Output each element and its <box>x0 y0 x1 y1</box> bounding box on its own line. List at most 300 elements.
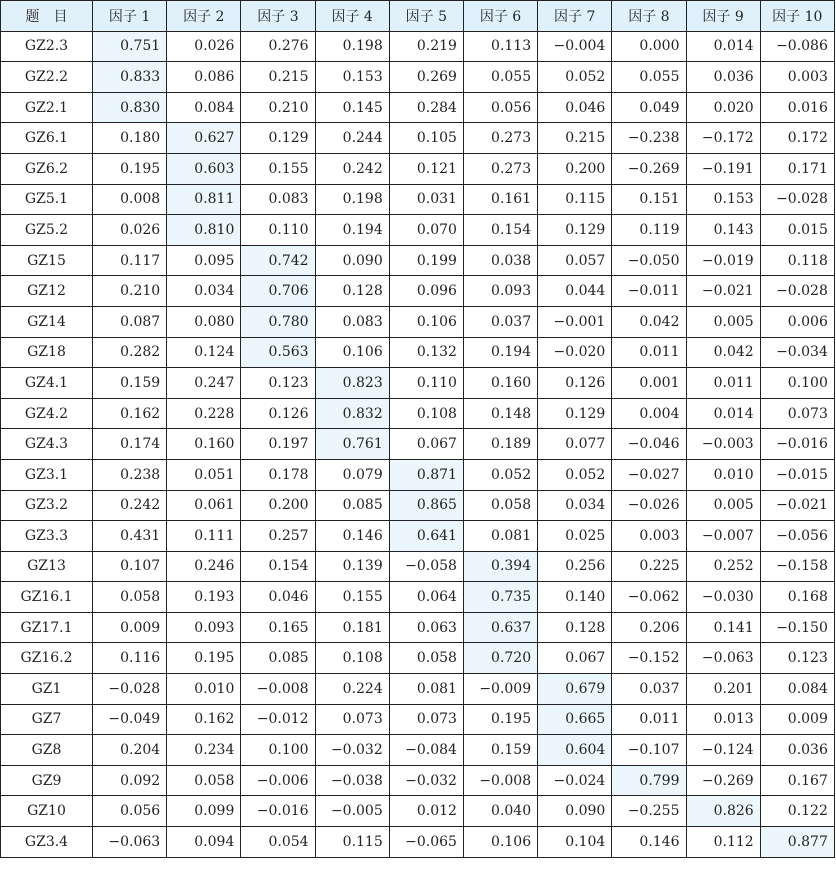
item-cell: GZ18 <box>1 337 93 368</box>
loading-cell-factor-7: 0.052 <box>538 62 612 93</box>
table-row <box>1 245 835 276</box>
loading-cell-factor-10: 0.015 <box>760 215 834 246</box>
loading-cell-factor-2: 0.160 <box>167 429 241 460</box>
loading-cell-factor-9: 0.014 <box>686 31 760 62</box>
loading-cell-factor-3: 0.126 <box>241 398 315 429</box>
loading-cell-factor-6: 0.037 <box>463 306 537 337</box>
table-row <box>1 796 835 827</box>
loading-cell-factor-4: 0.198 <box>315 184 389 215</box>
loading-cell-factor-1: 0.056 <box>93 796 167 827</box>
loading-cell-factor-1: 0.238 <box>93 459 167 490</box>
loading-cell-factor-4: 0.085 <box>315 490 389 521</box>
loading-cell-factor-4: 0.073 <box>315 704 389 735</box>
item-cell: GZ10 <box>1 796 93 827</box>
header-factor-2: 因子 2 <box>167 1 241 32</box>
loading-cell-factor-1: 0.117 <box>93 245 167 276</box>
loading-cell-factor-9: −0.124 <box>686 735 760 766</box>
loading-cell-factor-1: 0.159 <box>93 368 167 399</box>
loading-cell-factor-3: −0.008 <box>241 674 315 705</box>
loading-cell-factor-9: −0.007 <box>686 521 760 552</box>
loading-cell-factor-1: 0.008 <box>93 184 167 215</box>
loading-cell-factor-7: 0.034 <box>538 490 612 521</box>
loading-cell-factor-3: 0.197 <box>241 429 315 460</box>
loading-cell-factor-2: 0.095 <box>167 245 241 276</box>
loading-cell-factor-10: −0.086 <box>760 31 834 62</box>
loading-cell-factor-10: −0.028 <box>760 276 834 307</box>
loading-cell-factor-3: −0.016 <box>241 796 315 827</box>
loading-cell-factor-6: 0.637 <box>463 612 537 643</box>
table-row <box>1 92 835 123</box>
header-factor-5: 因子 5 <box>389 1 463 32</box>
loading-cell-factor-10: −0.016 <box>760 429 834 460</box>
loading-cell-factor-8: −0.062 <box>612 582 686 613</box>
table-row <box>1 62 835 93</box>
item-cell: GZ17.1 <box>1 612 93 643</box>
loading-cell-factor-1: 0.058 <box>93 582 167 613</box>
loading-cell-factor-6: 0.735 <box>463 582 537 613</box>
table-row <box>1 459 835 490</box>
table-row <box>1 551 835 582</box>
loading-cell-factor-6: 0.161 <box>463 184 537 215</box>
loading-cell-factor-2: 0.603 <box>167 153 241 184</box>
item-cell: GZ3.4 <box>1 827 93 858</box>
loading-cell-factor-9: 0.143 <box>686 215 760 246</box>
loading-cell-factor-4: 0.242 <box>315 153 389 184</box>
item-cell: GZ6.1 <box>1 123 93 154</box>
item-cell: GZ4.3 <box>1 429 93 460</box>
header-item: 题 目 <box>1 1 93 32</box>
loading-cell-factor-9: 0.020 <box>686 92 760 123</box>
loading-cell-factor-8: 0.225 <box>612 551 686 582</box>
loading-cell-factor-7: 0.046 <box>538 92 612 123</box>
loading-cell-factor-4: 0.823 <box>315 368 389 399</box>
loading-cell-factor-5: 0.064 <box>389 582 463 613</box>
loading-cell-factor-6: 0.394 <box>463 551 537 582</box>
table-row <box>1 123 835 154</box>
loading-cell-factor-7: 0.604 <box>538 735 612 766</box>
table-body <box>1 31 835 857</box>
loading-cell-factor-4: 0.139 <box>315 551 389 582</box>
loading-cell-factor-9: 0.036 <box>686 62 760 93</box>
item-cell: GZ2.2 <box>1 62 93 93</box>
loading-cell-factor-2: 0.051 <box>167 459 241 490</box>
item-cell: GZ5.1 <box>1 184 93 215</box>
loading-cell-factor-10: 0.167 <box>760 765 834 796</box>
loading-cell-factor-9: −0.063 <box>686 643 760 674</box>
table-row <box>1 521 835 552</box>
loading-cell-factor-3: 0.123 <box>241 368 315 399</box>
loading-cell-factor-9: 0.010 <box>686 459 760 490</box>
loading-cell-factor-8: −0.269 <box>612 153 686 184</box>
loading-cell-factor-6: 0.194 <box>463 337 537 368</box>
loading-cell-factor-1: 0.431 <box>93 521 167 552</box>
loading-cell-factor-6: 0.055 <box>463 62 537 93</box>
loading-cell-factor-8: −0.046 <box>612 429 686 460</box>
loading-cell-factor-7: 0.215 <box>538 123 612 154</box>
loading-cell-factor-2: 0.228 <box>167 398 241 429</box>
loading-cell-factor-9: 0.013 <box>686 704 760 735</box>
loading-cell-factor-3: 0.083 <box>241 184 315 215</box>
loading-cell-factor-6: 0.720 <box>463 643 537 674</box>
loading-cell-factor-3: 0.155 <box>241 153 315 184</box>
loading-cell-factor-10: 0.016 <box>760 92 834 123</box>
table-row <box>1 31 835 62</box>
loading-cell-factor-9: −0.019 <box>686 245 760 276</box>
loading-cell-factor-8: −0.011 <box>612 276 686 307</box>
loading-cell-factor-5: 0.106 <box>389 306 463 337</box>
loading-cell-factor-8: 0.037 <box>612 674 686 705</box>
loading-cell-factor-4: 0.146 <box>315 521 389 552</box>
loading-cell-factor-4: 0.224 <box>315 674 389 705</box>
loading-cell-factor-4: 0.153 <box>315 62 389 93</box>
loading-cell-factor-10: 0.118 <box>760 245 834 276</box>
header-factor-3: 因子 3 <box>241 1 315 32</box>
item-cell: GZ3.1 <box>1 459 93 490</box>
loading-cell-factor-4: 0.090 <box>315 245 389 276</box>
loading-cell-factor-5: 0.105 <box>389 123 463 154</box>
table-row <box>1 368 835 399</box>
loading-cell-factor-7: 0.115 <box>538 184 612 215</box>
loading-cell-factor-7: 0.679 <box>538 674 612 705</box>
item-cell: GZ9 <box>1 765 93 796</box>
loading-cell-factor-6: 0.040 <box>463 796 537 827</box>
loading-cell-factor-1: 0.830 <box>93 92 167 123</box>
loading-cell-factor-7: 0.200 <box>538 153 612 184</box>
loading-cell-factor-2: 0.162 <box>167 704 241 735</box>
loading-cell-factor-3: 0.100 <box>241 735 315 766</box>
item-cell: GZ14 <box>1 306 93 337</box>
loading-cell-factor-3: 0.200 <box>241 490 315 521</box>
loading-cell-factor-5: 0.031 <box>389 184 463 215</box>
loading-cell-factor-10: −0.056 <box>760 521 834 552</box>
loading-cell-factor-9: −0.003 <box>686 429 760 460</box>
loading-cell-factor-1: 0.180 <box>93 123 167 154</box>
loading-cell-factor-8: −0.255 <box>612 796 686 827</box>
loading-cell-factor-10: 0.003 <box>760 62 834 93</box>
loading-cell-factor-7: −0.020 <box>538 337 612 368</box>
loading-cell-factor-1: 0.009 <box>93 612 167 643</box>
table-row <box>1 827 835 858</box>
loading-cell-factor-5: −0.065 <box>389 827 463 858</box>
header-factor-4: 因子 4 <box>315 1 389 32</box>
loading-cell-factor-8: 0.042 <box>612 306 686 337</box>
loading-cell-factor-2: 0.246 <box>167 551 241 582</box>
loading-cell-factor-4: 0.181 <box>315 612 389 643</box>
loading-cell-factor-7: 0.044 <box>538 276 612 307</box>
loading-cell-factor-8: 0.003 <box>612 521 686 552</box>
loading-cell-factor-2: 0.061 <box>167 490 241 521</box>
loading-cell-factor-1: 0.282 <box>93 337 167 368</box>
loading-cell-factor-10: 0.084 <box>760 674 834 705</box>
item-cell: GZ4.1 <box>1 368 93 399</box>
loading-cell-factor-10: 0.006 <box>760 306 834 337</box>
loading-cell-factor-6: 0.058 <box>463 490 537 521</box>
loading-cell-factor-10: 0.073 <box>760 398 834 429</box>
table-row <box>1 398 835 429</box>
loading-cell-factor-3: 0.054 <box>241 827 315 858</box>
loading-cell-factor-10: 0.036 <box>760 735 834 766</box>
loading-cell-factor-6: −0.008 <box>463 765 537 796</box>
loading-cell-factor-7: 0.067 <box>538 643 612 674</box>
item-cell: GZ3.2 <box>1 490 93 521</box>
loading-cell-factor-7: 0.129 <box>538 398 612 429</box>
loading-cell-factor-1: 0.092 <box>93 765 167 796</box>
loading-cell-factor-4: 0.106 <box>315 337 389 368</box>
loading-cell-factor-3: 0.154 <box>241 551 315 582</box>
table-row <box>1 765 835 796</box>
loading-cell-factor-9: 0.141 <box>686 612 760 643</box>
loading-cell-factor-8: 0.206 <box>612 612 686 643</box>
loading-cell-factor-7: 0.129 <box>538 215 612 246</box>
item-cell: GZ4.2 <box>1 398 93 429</box>
loading-cell-factor-2: 0.080 <box>167 306 241 337</box>
loading-cell-factor-7: 0.665 <box>538 704 612 735</box>
loading-cell-factor-8: 0.011 <box>612 704 686 735</box>
loading-cell-factor-5: 0.070 <box>389 215 463 246</box>
loading-cell-factor-9: 0.005 <box>686 490 760 521</box>
loading-cell-factor-9: −0.269 <box>686 765 760 796</box>
loading-cell-factor-10: 0.172 <box>760 123 834 154</box>
loading-cell-factor-4: 0.128 <box>315 276 389 307</box>
loading-cell-factor-8: −0.152 <box>612 643 686 674</box>
loading-cell-factor-5: 0.219 <box>389 31 463 62</box>
loading-cell-factor-5: 0.058 <box>389 643 463 674</box>
loading-cell-factor-7: −0.024 <box>538 765 612 796</box>
table-row <box>1 612 835 643</box>
loading-cell-factor-9: −0.172 <box>686 123 760 154</box>
loading-cell-factor-10: −0.028 <box>760 184 834 215</box>
table-row <box>1 582 835 613</box>
loading-cell-factor-8: −0.027 <box>612 459 686 490</box>
loading-cell-factor-8: −0.107 <box>612 735 686 766</box>
table-row <box>1 215 835 246</box>
loading-cell-factor-6: 0.189 <box>463 429 537 460</box>
item-cell: GZ1 <box>1 674 93 705</box>
loading-cell-factor-6: 0.056 <box>463 92 537 123</box>
loading-cell-factor-1: 0.210 <box>93 276 167 307</box>
loading-cell-factor-1: 0.833 <box>93 62 167 93</box>
loading-cell-factor-8: 0.799 <box>612 765 686 796</box>
loading-cell-factor-5: 0.067 <box>389 429 463 460</box>
loading-cell-factor-10: 0.122 <box>760 796 834 827</box>
loading-cell-factor-2: 0.084 <box>167 92 241 123</box>
loading-cell-factor-4: −0.032 <box>315 735 389 766</box>
loading-cell-factor-4: 0.761 <box>315 429 389 460</box>
loading-cell-factor-1: −0.028 <box>93 674 167 705</box>
loading-cell-factor-5: 0.121 <box>389 153 463 184</box>
loading-cell-factor-6: 0.273 <box>463 123 537 154</box>
loading-cell-factor-2: 0.193 <box>167 582 241 613</box>
loading-cell-factor-4: 0.194 <box>315 215 389 246</box>
loading-cell-factor-5: 0.284 <box>389 92 463 123</box>
loading-cell-factor-8: 0.119 <box>612 215 686 246</box>
loading-cell-factor-2: 0.058 <box>167 765 241 796</box>
loading-cell-factor-6: 0.159 <box>463 735 537 766</box>
header-factor-8: 因子 8 <box>612 1 686 32</box>
loading-cell-factor-2: 0.811 <box>167 184 241 215</box>
header-factor-1: 因子 1 <box>93 1 167 32</box>
loading-cell-factor-2: 0.010 <box>167 674 241 705</box>
loading-cell-factor-3: 0.129 <box>241 123 315 154</box>
header-factor-10: 因子 10 <box>760 1 834 32</box>
loading-cell-factor-8: −0.026 <box>612 490 686 521</box>
item-cell: GZ13 <box>1 551 93 582</box>
loading-cell-factor-5: 0.641 <box>389 521 463 552</box>
item-cell: GZ15 <box>1 245 93 276</box>
loading-cell-factor-9: 0.252 <box>686 551 760 582</box>
loading-cell-factor-5: −0.058 <box>389 551 463 582</box>
loading-cell-factor-3: 0.110 <box>241 215 315 246</box>
loading-cell-factor-2: 0.247 <box>167 368 241 399</box>
loading-cell-factor-2: 0.099 <box>167 796 241 827</box>
item-cell: GZ16.2 <box>1 643 93 674</box>
loading-cell-factor-8: 0.001 <box>612 368 686 399</box>
item-cell: GZ7 <box>1 704 93 735</box>
loading-cell-factor-4: 0.079 <box>315 459 389 490</box>
loading-cell-factor-3: 0.165 <box>241 612 315 643</box>
loading-cell-factor-1: −0.049 <box>93 704 167 735</box>
loading-cell-factor-2: 0.195 <box>167 643 241 674</box>
loading-cell-factor-10: 0.171 <box>760 153 834 184</box>
loading-cell-factor-1: 0.174 <box>93 429 167 460</box>
loading-cell-factor-5: −0.084 <box>389 735 463 766</box>
loading-cell-factor-6: 0.093 <box>463 276 537 307</box>
loading-cell-factor-9: 0.826 <box>686 796 760 827</box>
loading-cell-factor-4: 0.115 <box>315 827 389 858</box>
loading-cell-factor-4: 0.244 <box>315 123 389 154</box>
table-row <box>1 337 835 368</box>
table-row <box>1 674 835 705</box>
loading-cell-factor-5: 0.865 <box>389 490 463 521</box>
table-row <box>1 429 835 460</box>
loading-cell-factor-2: 0.124 <box>167 337 241 368</box>
loading-cell-factor-8: 0.049 <box>612 92 686 123</box>
table-row <box>1 490 835 521</box>
loading-cell-factor-3: 0.215 <box>241 62 315 93</box>
loading-cell-factor-1: −0.063 <box>93 827 167 858</box>
loading-cell-factor-1: 0.087 <box>93 306 167 337</box>
loading-cell-factor-4: 0.832 <box>315 398 389 429</box>
loading-cell-factor-6: 0.113 <box>463 31 537 62</box>
loading-cell-factor-5: 0.199 <box>389 245 463 276</box>
loading-cell-factor-8: 0.004 <box>612 398 686 429</box>
loading-cell-factor-7: 0.128 <box>538 612 612 643</box>
loading-cell-factor-8: 0.000 <box>612 31 686 62</box>
loading-cell-factor-7: −0.004 <box>538 31 612 62</box>
loading-cell-factor-8: −0.050 <box>612 245 686 276</box>
loading-cell-factor-5: −0.032 <box>389 765 463 796</box>
table-row <box>1 153 835 184</box>
loading-cell-factor-5: 0.096 <box>389 276 463 307</box>
table-row <box>1 276 835 307</box>
loading-cell-factor-1: 0.751 <box>93 31 167 62</box>
loading-cell-factor-6: −0.009 <box>463 674 537 705</box>
loading-cell-factor-2: 0.627 <box>167 123 241 154</box>
loading-cell-factor-4: 0.108 <box>315 643 389 674</box>
loading-cell-factor-1: 0.107 <box>93 551 167 582</box>
loading-cell-factor-7: 0.077 <box>538 429 612 460</box>
loading-cell-factor-9: −0.191 <box>686 153 760 184</box>
loading-cell-factor-2: 0.086 <box>167 62 241 93</box>
loading-cell-factor-5: 0.871 <box>389 459 463 490</box>
table-row <box>1 735 835 766</box>
loading-cell-factor-2: 0.034 <box>167 276 241 307</box>
table-row <box>1 643 835 674</box>
item-cell: GZ12 <box>1 276 93 307</box>
loading-cell-factor-9: 0.011 <box>686 368 760 399</box>
loading-cell-factor-4: 0.145 <box>315 92 389 123</box>
loading-cell-factor-7: 0.090 <box>538 796 612 827</box>
loading-cell-factor-6: 0.195 <box>463 704 537 735</box>
loading-cell-factor-10: 0.100 <box>760 368 834 399</box>
loading-cell-factor-9: 0.112 <box>686 827 760 858</box>
loading-cell-factor-3: 0.563 <box>241 337 315 368</box>
loading-cell-factor-5: 0.063 <box>389 612 463 643</box>
item-cell: GZ2.1 <box>1 92 93 123</box>
loading-cell-factor-9: −0.021 <box>686 276 760 307</box>
loading-cell-factor-3: 0.085 <box>241 643 315 674</box>
item-cell: GZ2.3 <box>1 31 93 62</box>
loading-cell-factor-2: 0.234 <box>167 735 241 766</box>
loading-cell-factor-1: 0.242 <box>93 490 167 521</box>
loading-cell-factor-7: 0.140 <box>538 582 612 613</box>
loading-cell-factor-9: 0.014 <box>686 398 760 429</box>
loading-cell-factor-1: 0.204 <box>93 735 167 766</box>
loading-cell-factor-6: 0.148 <box>463 398 537 429</box>
item-cell: GZ6.2 <box>1 153 93 184</box>
loading-cell-factor-6: 0.154 <box>463 215 537 246</box>
loading-cell-factor-7: 0.057 <box>538 245 612 276</box>
table-row <box>1 306 835 337</box>
item-cell: GZ8 <box>1 735 93 766</box>
loading-cell-factor-5: 0.073 <box>389 704 463 735</box>
loading-cell-factor-8: −0.238 <box>612 123 686 154</box>
item-cell: GZ3.3 <box>1 521 93 552</box>
table-row <box>1 184 835 215</box>
loading-cell-factor-10: −0.015 <box>760 459 834 490</box>
loading-cell-factor-10: 0.123 <box>760 643 834 674</box>
table-row <box>1 704 835 735</box>
loading-cell-factor-5: 0.081 <box>389 674 463 705</box>
loading-cell-factor-8: 0.055 <box>612 62 686 93</box>
loading-cell-factor-5: 0.012 <box>389 796 463 827</box>
loading-cell-factor-3: 0.276 <box>241 31 315 62</box>
loading-cell-factor-9: 0.005 <box>686 306 760 337</box>
loading-cell-factor-2: 0.093 <box>167 612 241 643</box>
loading-cell-factor-10: −0.158 <box>760 551 834 582</box>
loading-cell-factor-9: 0.153 <box>686 184 760 215</box>
loading-cell-factor-8: 0.146 <box>612 827 686 858</box>
loading-cell-factor-9: −0.030 <box>686 582 760 613</box>
loading-cell-factor-3: 0.742 <box>241 245 315 276</box>
loading-cell-factor-5: 0.110 <box>389 368 463 399</box>
loading-cell-factor-5: 0.108 <box>389 398 463 429</box>
header-factor-6: 因子 6 <box>463 1 537 32</box>
loading-cell-factor-7: 0.256 <box>538 551 612 582</box>
loading-cell-factor-3: 0.046 <box>241 582 315 613</box>
loading-cell-factor-2: 0.810 <box>167 215 241 246</box>
loading-cell-factor-7: 0.025 <box>538 521 612 552</box>
loading-cell-factor-6: 0.081 <box>463 521 537 552</box>
header-factor-9: 因子 9 <box>686 1 760 32</box>
loading-cell-factor-4: −0.005 <box>315 796 389 827</box>
loading-cell-factor-10: 0.168 <box>760 582 834 613</box>
loading-cell-factor-9: 0.201 <box>686 674 760 705</box>
loading-cell-factor-6: 0.038 <box>463 245 537 276</box>
loading-cell-factor-1: 0.162 <box>93 398 167 429</box>
loading-cell-factor-10: −0.034 <box>760 337 834 368</box>
loading-cell-factor-3: 0.780 <box>241 306 315 337</box>
